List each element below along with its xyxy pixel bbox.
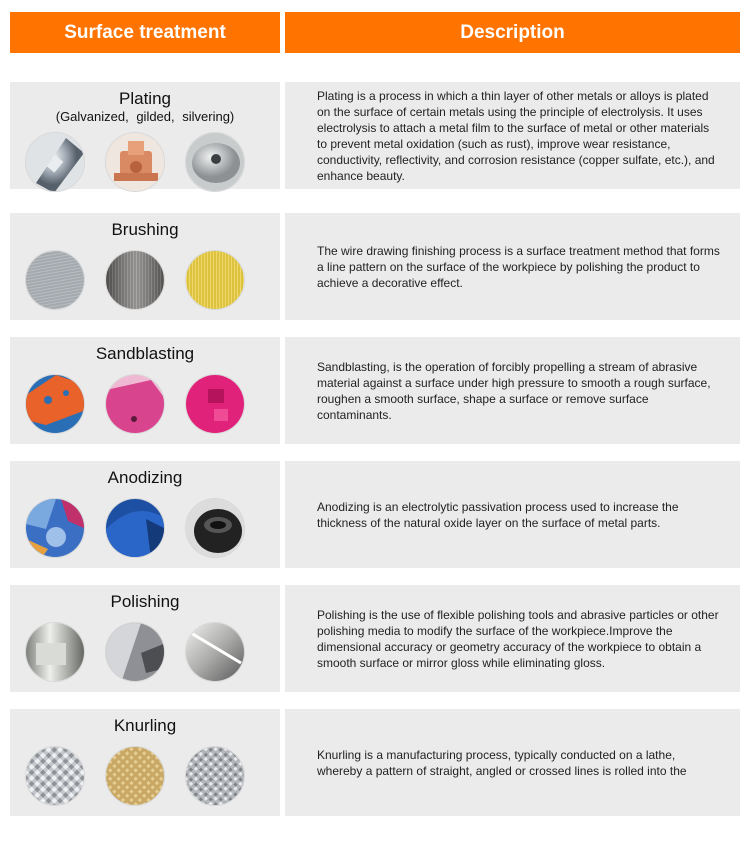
table-row: [10, 461, 740, 568]
treatment-cell: [10, 709, 280, 816]
description-cell: [285, 337, 740, 444]
treatment-description: Sandblasting, is the operation of forcibly propelling a stream of abrasive material against a surface under high pressure to smooth a rough surface, roughen a smooth surface, shape a surface or remove surface contaminants.: [317, 359, 711, 422]
chrome-plated-part-photo: [25, 132, 85, 192]
brushed-silver-photo: [25, 250, 85, 310]
anodized-black-part-photo: [185, 498, 245, 558]
treatment-name: Brushing: [111, 220, 179, 239]
brushed-gold-photo: [185, 250, 245, 310]
treatment-cell: [10, 213, 280, 320]
knurled-steel-photo: [185, 746, 245, 806]
description-cell: [285, 213, 740, 320]
description-cell: [285, 585, 740, 692]
anodized-blue-part-photo: [105, 498, 165, 558]
copper-plated-part-photo: [105, 132, 165, 192]
sandblasted-magenta-part-photo: [185, 374, 245, 434]
polished-steel-photo: [25, 622, 85, 682]
treatment-name: Polishing: [110, 592, 180, 611]
description-cell: [285, 461, 740, 568]
knurled-aluminum-photo: [25, 746, 85, 806]
treatment-description: Knurling is a manufacturing process, typically conducted on a lathe, whereby a pattern of straight, angled or crossed lines is rolled into the: [317, 747, 687, 778]
brushed-dark-steel-photo: [105, 250, 165, 310]
anodized-multicolor-parts-photo: [25, 498, 85, 558]
treatment-description: Anodizing is an electrolytic passivation process used to increase the thickness of the natural oxide layer on the surface of metal parts.: [317, 499, 679, 530]
treatment-cell: [10, 461, 280, 568]
treatment-name: Anodizing: [107, 468, 183, 487]
treatment-description: The wire drawing finishing process is a surface treatment method that forms a line pattern on the surface of the workpiece by polishing the product to achieve a decorative effect.: [317, 243, 720, 290]
treatment-cell: [10, 337, 280, 444]
table-row: [10, 585, 740, 692]
treatment-subtitle: (Galvanized, gilded, silvering): [55, 109, 235, 124]
sandblasted-orange-blue-part-photo: [25, 374, 85, 434]
description-cell: [285, 709, 740, 816]
treatment-name: Sandblasting: [95, 344, 195, 363]
polished-mirror-photo: [185, 622, 245, 682]
header-description: Description: [285, 12, 740, 53]
knurled-brass-photo: [105, 746, 165, 806]
table-row: [10, 82, 740, 189]
treatment-description: Plating is a process in which a thin layer of other metals or alloys is plated on the surface of certain metals using the principle of electrolysis. It uses electrolysis to attach a metal film to the surface of metal or other materials to prevent metal oxidation (such as rust), improve wear resistance, conductivity, reflectivity, and corrosion resistance (copper sulfate, etc.), and enhance beauty.: [317, 88, 715, 183]
table-row: [10, 709, 740, 816]
table-row: [10, 213, 740, 320]
table-row: [10, 337, 740, 444]
silver-plated-part-photo: [185, 132, 245, 192]
description-cell: [285, 82, 740, 189]
header-surface-treatment: Surface treatment: [10, 12, 280, 53]
treatment-cell: [10, 585, 280, 692]
sandblasted-pink-part-photo: [105, 374, 165, 434]
treatment-cell: [10, 82, 280, 189]
treatment-name: Knurling: [113, 716, 177, 735]
treatment-name: Plating: [119, 89, 171, 108]
polished-chrome-photo: [105, 622, 165, 682]
treatment-description: Polishing is the use of flexible polishing tools and abrasive particles or other polishing media to modify the surface of the workpiece.Improve the dimensional accuracy or geometry accuracy of the workpiece to obtain a smooth surface or mirror gloss while eliminating gloss.: [317, 607, 719, 670]
